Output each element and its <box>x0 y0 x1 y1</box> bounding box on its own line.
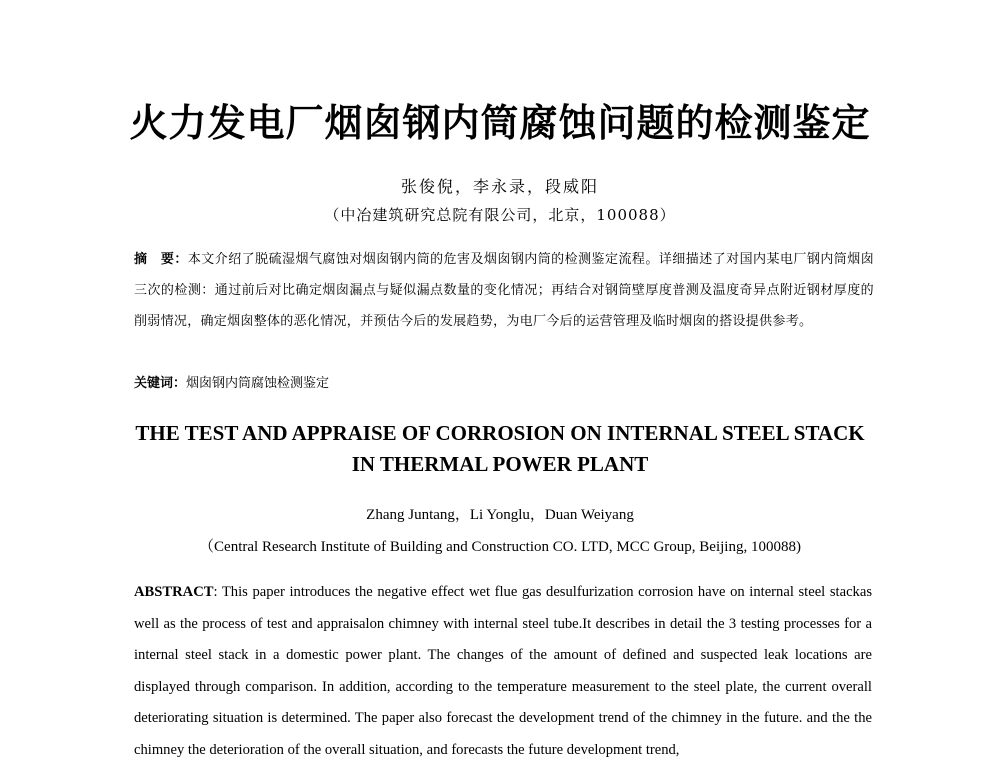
english-abstract-label: ABSTRACT <box>134 584 214 600</box>
english-abstract <box>134 577 872 766</box>
english-title-line-1: THE TEST AND APPRAISE OF CORROSION ON INTERNAL STEEL STACK <box>135 421 865 445</box>
chinese-keywords-label: 关键词： <box>134 376 187 391</box>
english-abstract-text: : This paper introduces the negative effect wet flue gas desulfurization corrosion have on internal steel stackas well as the process of test and appraisalon chimney with internal steel tube.It describes in detail the 3 testing processes for a internal steel stack in a domestic power plant. The changes of the amount of defined and suspected leak locations are displayed through comparison. In addition, according to the temperature measurement to the steel plate, the current overall deteriorating situation is determined. The paper also forecast the development trend of the chimney in the future. and the the chimney the deterioration of the overall situation, and forecasts the future development trend, <box>134 584 872 758</box>
chinese-keywords-text: 烟囱钢内筒腐蚀检测鉴定 <box>186 376 330 391</box>
chinese-abstract-label: 摘 要： <box>134 252 188 267</box>
chinese-abstract-text: 本文介绍了脱硫湿烟气腐蚀对烟囱钢内筒的危害及烟囱钢内筒的检测鉴定流程。详细描述了对国内某电厂钢内筒烟囱三次的检测：通过前后对比确定烟囱漏点与疑似漏点数量的变化情况；再结合对钢筒壁厚度普测及温度奇异点附近钢材厚度的削弱情况，确定烟囱整体的恶化情况，并预估今后的发展趋势，为电厂今后的运营管理及临时烟囱的搭设提供参考。 <box>134 252 874 329</box>
chinese-affiliation: （中冶建筑研究总院有限公司，北京，100088） <box>324 206 676 224</box>
english-title <box>0 418 1000 480</box>
chinese-keywords <box>134 371 874 397</box>
chinese-authors: 张俊倪，李永录，段威阳 <box>400 177 599 196</box>
english-authors: Zhang Juntang，Li Yonglu，Duan Weiyang <box>366 507 634 523</box>
english-affiliation: （Central Research Institute of Building and Construction CO. LTD, MCC Group, Beijing, 100088) <box>199 539 801 555</box>
english-title-line-2: IN THERMAL POWER PLANT <box>351 452 649 476</box>
chinese-abstract <box>134 244 874 337</box>
chinese-title: 火力发电厂烟囱钢内筒腐蚀问题的检测鉴定 <box>129 101 871 145</box>
